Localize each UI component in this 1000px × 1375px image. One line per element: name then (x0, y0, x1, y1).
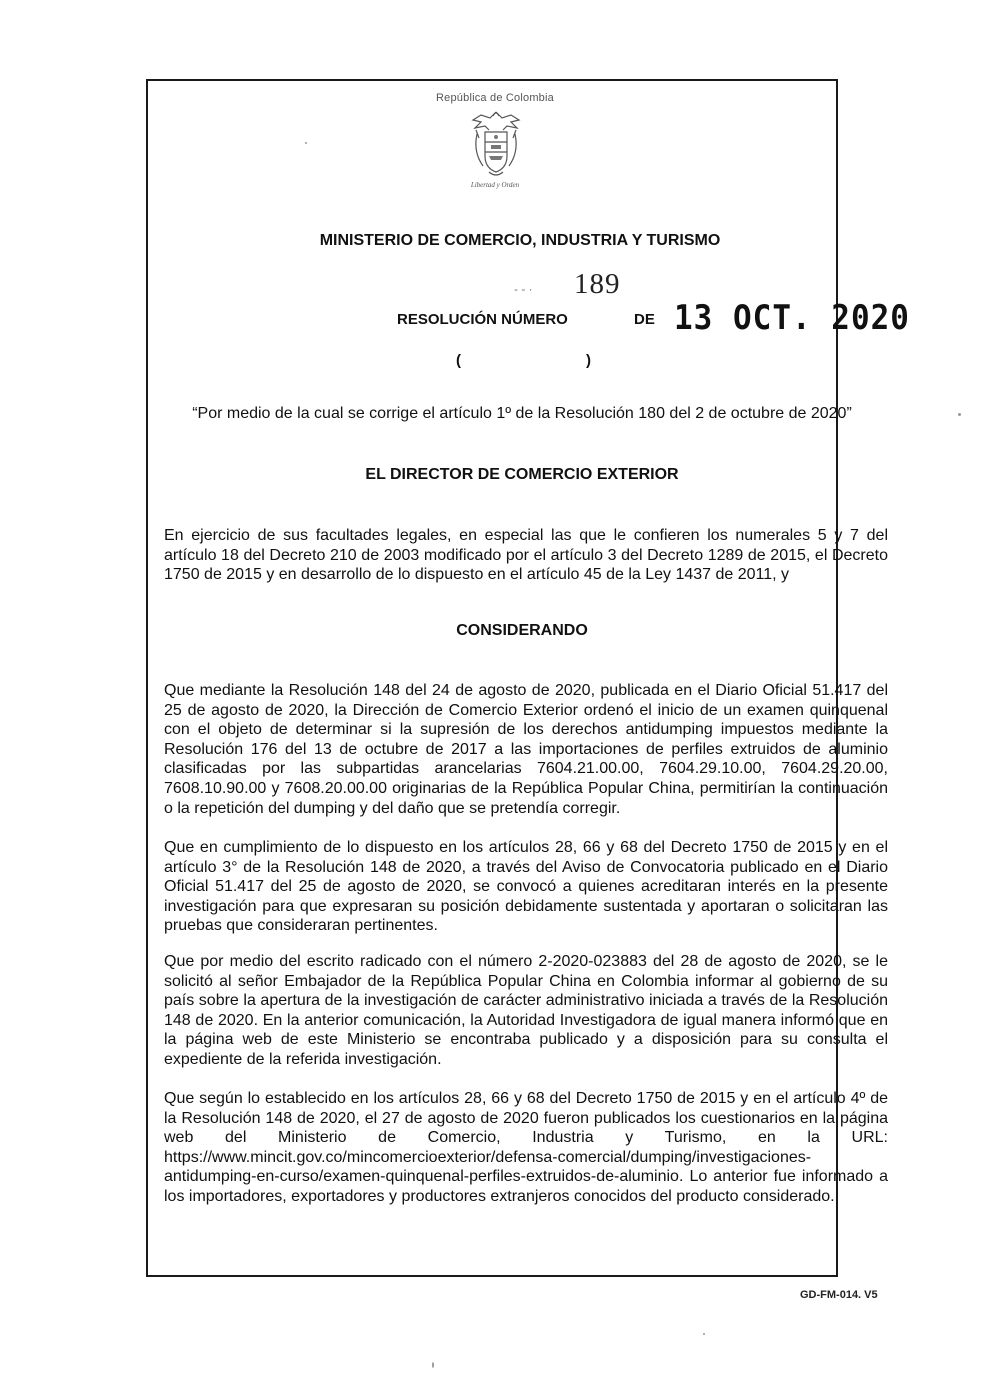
ministry-title: MINISTERIO DE COMERCIO, INDUSTRIA Y TURISMO (319, 232, 721, 249)
preamble-paragraph: En ejercicio de sus facultades legales, en especial las que le confieren los numerales 5 y 7 del artículo 18 del Decreto 210 de 2003 modificado por el artículo 3 del Decreto 1289 de 2015, el Decreto 1750 de 2015 y en desarrollo de lo dispuesto en el artículo 45 de la Ley 1437 de 2011, y (164, 527, 888, 584)
scan-speck (703, 1333, 705, 1335)
considerando-paragraph-3: Que por medio del escrito radicado con el número 2-2020-023883 del 28 de agosto de 2020, se le solicitó al señor Embajador de la República Popular China en Colombia informar al gobierno de su país sobre la apertura de la investigación de carácter administrativo iniciada a través de la Resolución 148 de 2020. En la anterior comunicación, la Autoridad Investigadora de igual manera informó que en la página web de este Ministerio se encontraba publicado y a disposición para su consulta el expediente de la referida investigación. (164, 953, 888, 1068)
paren-close: ) (586, 352, 591, 369)
considerando-paragraph-4: Que según lo establecido en los artículos 28, 66 y 68 del Decreto 1750 de 2015 y en el artículo 4º de la Resolución 148 de 2020, el 27 de agosto de 2020 fueron publicados los cuestionarios en la página web del Ministerio de Comercio, Industria y Turismo, en la URL: https://www.mincit.gov.co/mincomercioexterior/defensa-comercial/dumping/investigaciones-antidumping-en-curso/examen-quinquenal-perfiles-extruidos-de-aluminio. Lo anterior fue informado a los importadores, exportadores y productores extranjeros conocidos del producto considerado. (164, 1090, 888, 1205)
republica-label: República de Colombia (436, 92, 554, 104)
signatory-title: EL DIRECTOR DE COMERCIO EXTERIOR (365, 466, 679, 483)
resolution-subject: “Por medio de la cual se corrige el artículo 1º de la Resolución 180 del 2 de octubre de 2020” (192, 405, 852, 422)
considerando-paragraph-1: Que mediante la Resolución 148 del 24 de agosto de 2020, publicada en el Diario Oficial 51.417 del 25 de agosto de 2020, la Dirección de Comercio Exterior ordenó el inicio de un examen quinquenal con el objeto de determinar si la supresión de los derechos antidumping impuestos mediante la Resolución 176 del 13 de octubre de 2017 a las importaciones de perfiles extruidos de aluminio clasificadas por las subpartidas arancelarias 7604.21.00.00, 7604.29.10.00, 7604.29.20.00, 7608.10.90.00 y 7608.20.00.00 originarias de la República Popular China, permitirían la continuación o la repetición del dumping y del daño que se pretendía corregir. (164, 682, 888, 817)
coat-of-arms-icon (467, 108, 525, 182)
number-dash-mark: - - · (514, 282, 533, 296)
scan-speck (958, 413, 961, 416)
date-label: DE (634, 311, 655, 328)
form-code: GD-FM-014. V5 (800, 1289, 878, 1301)
resolution-date-stamp: 13 OCT. 2020 (674, 298, 910, 338)
resolution-number-label: RESOLUCIÓN NÚMERO (397, 311, 568, 328)
paren-open: ( (456, 352, 461, 369)
lema-label: Libertad y Orden (470, 181, 520, 189)
considerando-paragraph-2: Que en cumplimiento de lo dispuesto en los artículos 28, 66 y 68 del Decreto 1750 de 2015 y en el artículo 3° de la Resolución 148 de 2020, a través del Aviso de Convocatoria publicado en el Diario Oficial 51.417 del 25 de agosto de 2020, se convocó a quienes acreditaran interés en la presente investigación para que expresaran su posición debidamente sustentada y aportaran o solicitaran las pruebas que consideraran pertinentes. (164, 839, 888, 935)
considerando-heading: CONSIDERANDO (456, 622, 588, 639)
scan-speck (305, 142, 307, 144)
resolution-number: 189 (574, 268, 621, 300)
scan-speck (432, 1362, 434, 1368)
